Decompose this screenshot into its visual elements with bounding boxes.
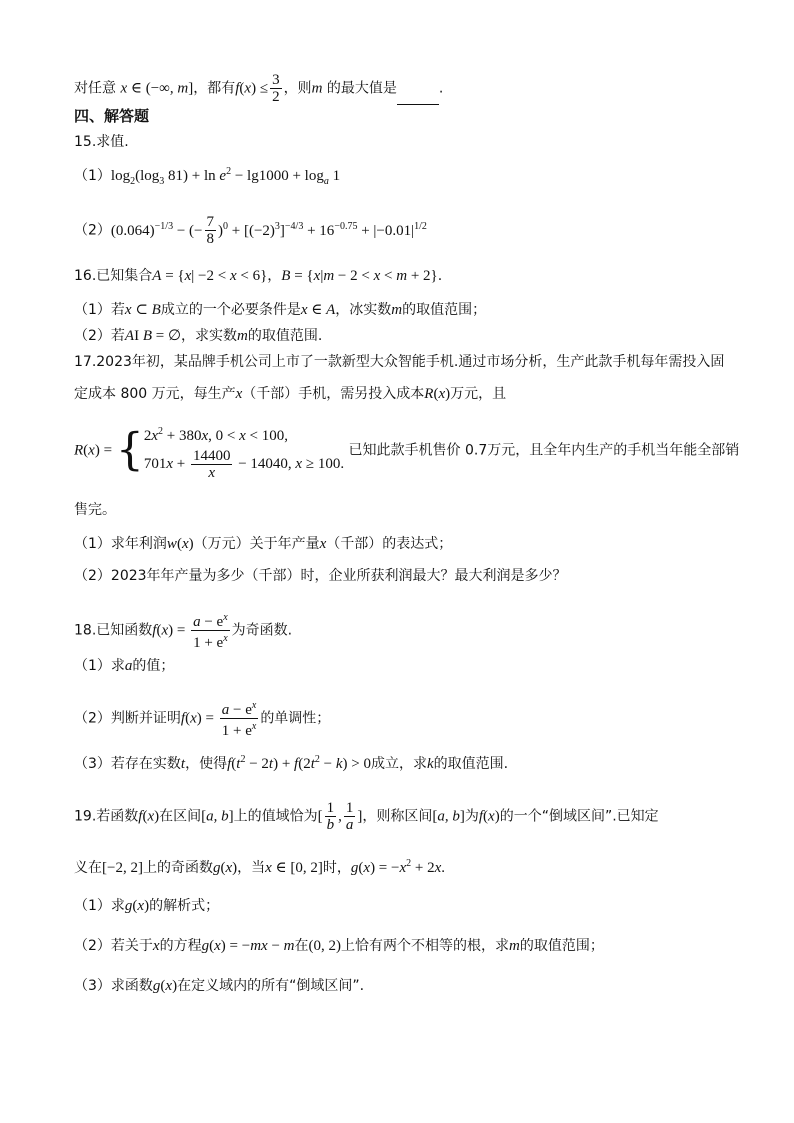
text: 在区间 — [159, 808, 202, 825]
text: （1）若 — [74, 302, 125, 318]
q19-line2: 义在[−2, 2]上的奇函数g(x)，当x ∈ [0, 2]时，$g(x) = -x^2 + 2x$. — [74, 858, 446, 876]
text: 上的值域恰为 — [233, 808, 318, 825]
q19-line1: 19.若函数f(x)在区间[a, b]上的值域恰为[ $\frac{1}{b}$ , $\frac{1}{a}$ ]，则称区间[a, b]为f(x)的一个“倒域区间”.已知定 — [74, 800, 659, 833]
q17-line4: 售完。 — [74, 502, 116, 518]
q15-part2: $(2)(0.064)^{-1/3}$ − (− $\frac{7}{8}$ )$^0 + [(-2)^3]^{-4/3} + 16^{-0.75} + |-0.01|^{1/2}$ — [74, 214, 427, 247]
text: （2）判断并证明 — [74, 710, 181, 727]
q17-piecewise: R(x) = { $2x^2 + 380x$, 0 < x < 100, 701x + $\frac{14400}{x}$ − 14040, x ≥ 100. 已知此款手机售价 0.7万元，且全年内生产的手机当年能全部销 — [74, 424, 740, 481]
label: （2） — [74, 222, 111, 239]
text: 上的奇函数 — [142, 860, 213, 876]
text: ， — [267, 268, 282, 284]
text: 时， — [322, 860, 351, 876]
q19-part1: （1）求g(x)的解析式； — [74, 898, 220, 914]
text: （千部）的表达式； — [326, 536, 453, 552]
text: 成立的一个必要条件是 — [160, 302, 301, 318]
text: 的一个“倒域区间”.已知定 — [499, 808, 659, 825]
q19-part2: （2）若关于x的方程g(x) = −mx − m在(0, 2)上恰有两个不相等的根，求m的取值范围； — [74, 938, 604, 954]
q18-part2: （2）判断并证明f(x) = $\frac{a - e^x}{1 + e^x}$ 的单调性； — [74, 700, 331, 739]
text: 的值； — [132, 658, 175, 674]
text: （2）若 — [74, 328, 125, 344]
q16-title: 16.已知集合A = {x| −2 < x < 6}，B = {x|m − 2 < x < m + 2}. — [74, 268, 443, 284]
q17-part2: （2）2023年年产量为多少（千部）时，企业所获利润最大？最大利润是多少？ — [74, 568, 567, 584]
q16-part2: （2）若AI B = ∅，求实数m的取值范围. — [74, 328, 323, 344]
text: ，冰实数 — [335, 302, 392, 318]
q17-line2: 定成本 800 万元，每生产x（千部）手机，需另投入成本R(x)万元，且 — [74, 386, 507, 402]
q15-title: 15.求值. — [74, 134, 129, 150]
text: （2）若关于 — [74, 938, 153, 954]
text: 的取值范围； — [402, 302, 487, 318]
text: ，使得 — [185, 756, 228, 772]
label: （1） — [74, 168, 111, 184]
text: ，当 — [237, 860, 266, 876]
text: ，求实数 — [181, 328, 238, 344]
text: 义在 — [74, 860, 102, 876]
q18-part3: （3）若存在实数t，使得$f(t^2 - 2t) + f(2t^2 - k) > 0$成立，求k的取值范围. — [74, 754, 509, 772]
text: 18.已知函数 — [74, 622, 153, 639]
q19-part3: （3）求函数g(x)在定义域内的所有“倒域区间”. — [74, 978, 365, 994]
q14-tail-line: 对任意 x ∈ (−∞, m]，都有f(x) ≤ $\frac{3}{2}$ ，则m 的最大值是 . — [74, 72, 444, 105]
q18-title: 18.已知函数f(x) = $\frac{a - e^x}{1 + e^x}$ 为奇函数. — [74, 612, 293, 651]
text: 的取值范围； — [519, 938, 604, 954]
text: 上恰有两个不相等的根，求 — [341, 938, 509, 954]
q16-part1: （1）若x ⊂ B成立的一个必要条件是x ∈ A，冰实数m的取值范围； — [74, 302, 487, 318]
text: 定成本 800 万元，每生产 — [74, 386, 236, 402]
text: （1）求年利润 — [74, 536, 167, 552]
text: 为奇函数. — [231, 622, 293, 639]
text: ，则称区间 — [362, 808, 433, 825]
text: 16.已知集合 — [74, 268, 153, 284]
text: ，都有 — [193, 80, 236, 97]
text: （3）求函数 — [74, 978, 153, 994]
text: 19.若函数 — [74, 808, 139, 825]
text: 已知此款手机售价 0.7万元，且全年内生产的手机当年能全部销 — [348, 442, 740, 459]
text: . — [437, 268, 443, 284]
text: 的方程 — [159, 938, 202, 954]
text: 在 — [294, 938, 309, 954]
text: 的取值范围. — [433, 756, 509, 772]
text: （万元）关于年产量 — [193, 536, 320, 552]
section-title: 四、解答题 — [74, 107, 150, 125]
text: . — [438, 80, 444, 97]
text: 成立，求 — [371, 756, 427, 772]
text: （千部）手机，需另投入成本 — [242, 386, 425, 402]
q17-part1: （1）求年利润w(x)（万元）关于年产量x（千部）的表达式； — [74, 536, 453, 552]
text: 的取值范围. — [247, 328, 323, 344]
answer-blank[interactable] — [397, 90, 439, 105]
text: 对任意 — [74, 80, 116, 97]
text: 在定义域内的所有“倒域区间”. — [177, 978, 365, 994]
text: （3）若存在实数 — [74, 756, 181, 772]
text: 万元，且 — [450, 386, 507, 402]
text: （1）求 — [74, 658, 125, 674]
text: （1）求 — [74, 898, 125, 914]
text: 的解析式； — [149, 898, 220, 914]
text: 的单调性； — [260, 710, 331, 727]
q18-part1: （1）求a的值； — [74, 658, 175, 674]
text: ，则 — [283, 80, 312, 97]
q17-line1: 17.2023年初，某品牌手机公司上市了一款新型大众智能手机.通过市场分析，生产此款手机每年需投入固 — [74, 354, 725, 370]
text: 为 — [464, 808, 479, 825]
q15-part1: $(1)\log_2(\log_3$ $81) + \ln e^2 - \lg 1000 + \log_a 1$ — [74, 166, 341, 187]
text: 的最大值是 — [326, 80, 397, 97]
